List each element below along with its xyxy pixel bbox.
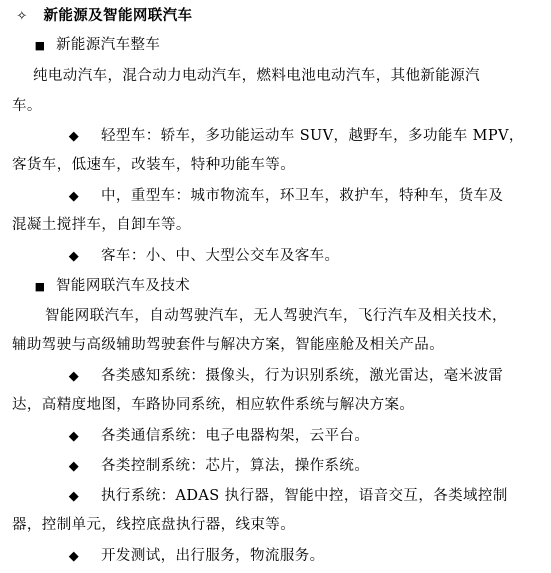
list-item-line: 器，控制单元，线控底盘执行器，线束等。 [12,517,296,533]
paragraph-line: 智能网联汽车，自动驾驶汽车，无人驾驶汽车，飞行汽车及相关技术， [45,308,507,324]
diamond-bullet-icon: ◆ [68,189,80,204]
list-item-line: 客货车，低速车，改装车，特种功能车等。 [12,157,296,173]
list-item-line: ◆ 客车：小、中、大型公交车及客车。 [66,246,339,267]
list-item-line: 达，高精度地图，车路协同系统，相应软件系统与解决方案。 [12,397,415,413]
diamond-outline-bullet-icon: ✧ [16,9,28,24]
list-item-line: ◆ 开发测试，出行服务，物流服务。 [66,546,325,567]
list-item-line: ◆ 中，重型车：城市物流车，环卫车，救护车，特种车，货车及 [66,186,503,207]
diamond-bullet-icon: ◆ [68,129,80,144]
diamond-bullet-icon: ◆ [68,459,80,474]
diamond-bullet-icon: ◆ [68,549,80,564]
square-bullet-icon: ■ [34,280,46,293]
paragraph-line: 辅助驾驶与高级辅助驾驶套件与解决方案，智能座舱及相关产品。 [12,337,445,353]
group-heading [33,35,160,56]
diamond-bullet-icon: ◆ [68,369,80,384]
list-item-line: ◆ 执行系统：ADAS 执行器，智能中控，语音交互，各类域控制 [66,486,508,507]
paragraph-line: 纯电动汽车，混合动力电动汽车，燃料电池电动汽车，其他新能源汽 [33,68,480,84]
group-heading-text: 智能网联汽车及技术 [56,278,191,294]
list-item-line: ◆ 各类控制系统：芯片，算法，操作系统。 [66,456,369,477]
list-item-line: ◆ 各类感知系统：摄像头，行为识别系统，激光雷达，毫米波雷 [66,366,503,387]
paragraph-line: 车。 [12,98,42,114]
list-item-line: ◆ 各类通信系统：电子电器构架，云平台。 [66,426,369,447]
group-heading-text: 新能源汽车整车 [56,37,161,53]
diamond-bullet-icon: ◆ [68,489,80,504]
group-heading [33,276,190,297]
section-title: 新能源及智能网联汽车 [43,8,193,24]
list-item-line: ◆ 轻型车：轿车，多功能运动车 SUV，越野车，多功能车 MPV， [66,126,524,147]
list-item-line: 混凝土搅拌车，自卸车等。 [12,217,191,233]
square-bullet-icon: ■ [34,39,46,52]
diamond-bullet-icon: ◆ [68,429,80,444]
diamond-bullet-icon: ◆ [68,249,80,264]
section-heading [12,6,192,27]
